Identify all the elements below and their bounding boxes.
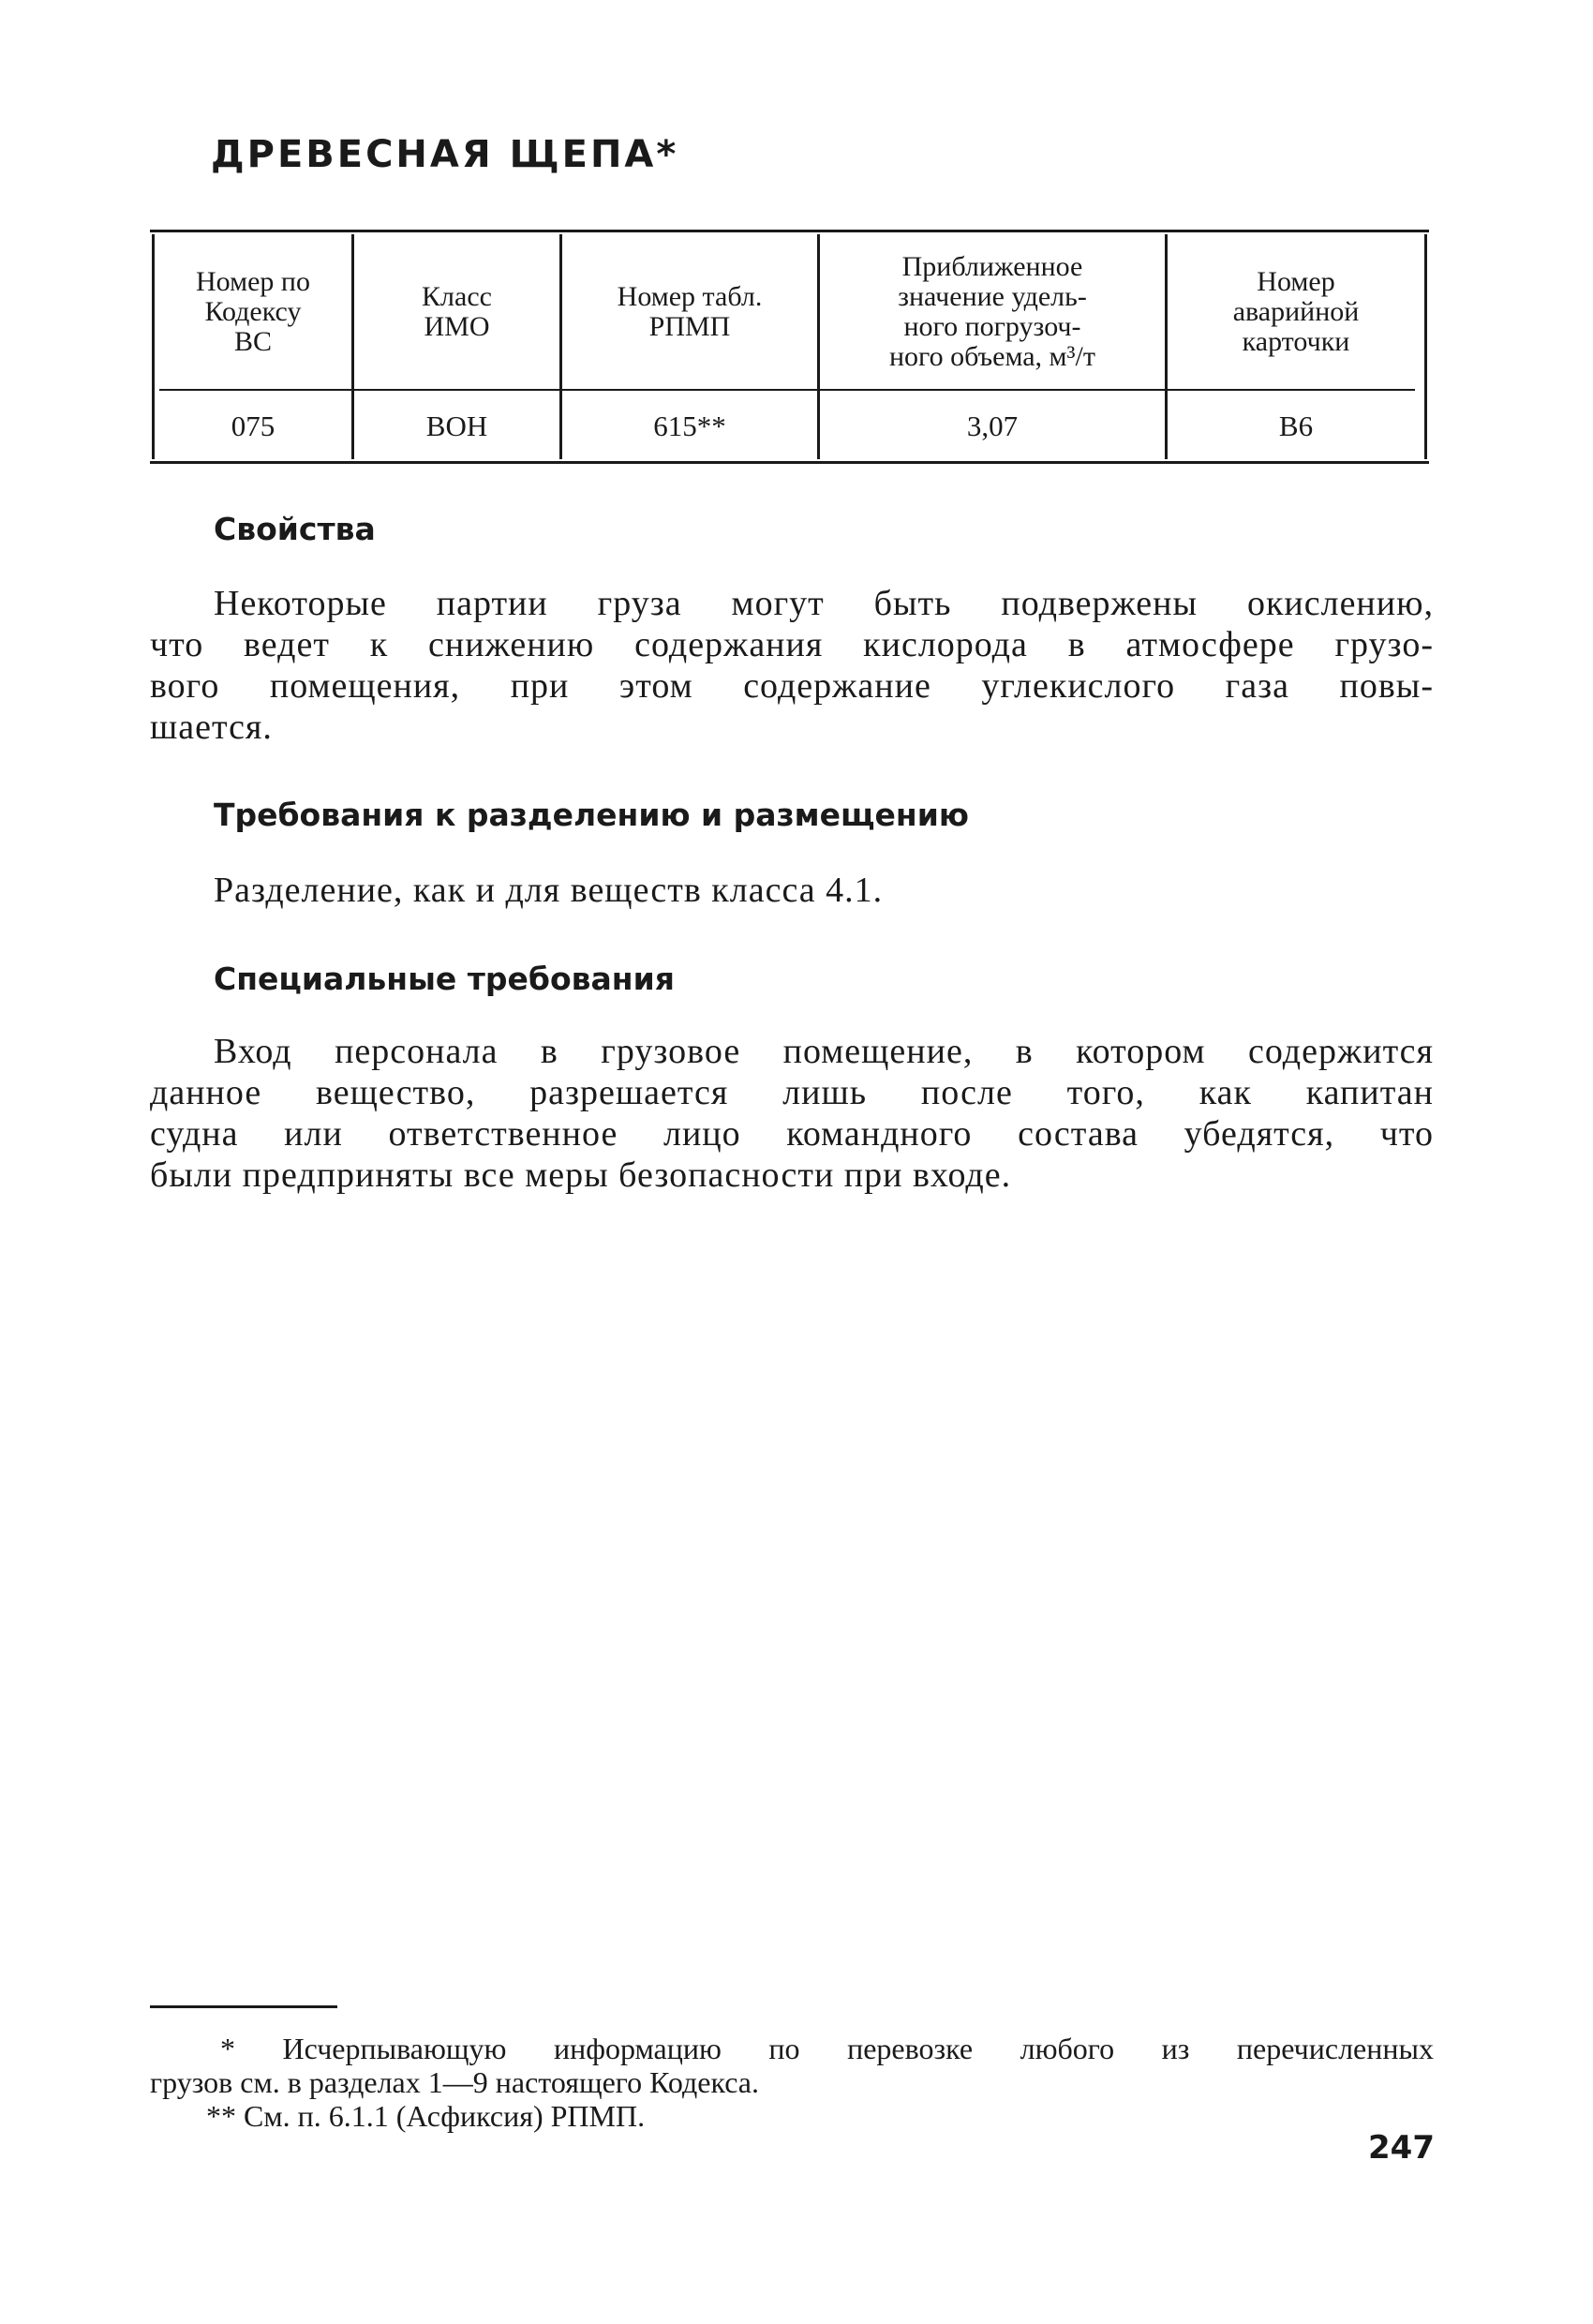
text-line: судна или ответственное лицо командного состава убедятся, что xyxy=(150,1114,1434,1154)
text-line: Вход персонала в грузовое помещение, в котором содержится xyxy=(214,1032,1434,1071)
cargo-table xyxy=(150,230,1429,464)
text-line: Некоторые партии груза могут быть подвержены окислению, xyxy=(214,584,1434,623)
table-top-rule xyxy=(150,230,1429,232)
text-line: шается. xyxy=(150,708,273,747)
cell-imo-class: ВОН xyxy=(425,410,488,442)
section-heading-properties: Свойства xyxy=(214,511,376,547)
page-title: ДРЕВЕСНАЯ ЩЕПА* xyxy=(211,133,679,176)
page-number: 247 xyxy=(1368,2129,1435,2167)
header-stowage-factor: Приближенное значение удель- ного погрузоч- ного объема, м³/т xyxy=(889,250,1095,372)
text-line: вого помещения, при этом содержание углекислого газа повы- xyxy=(150,666,1434,706)
header-code-number: Номер по Кодексу ВС xyxy=(196,265,310,357)
footnotes xyxy=(150,2032,1434,2133)
footnote-line: грузов см. в разделах 1—9 настоящего Кодекса. xyxy=(150,2065,759,2099)
text-line: были предприняты все меры безопасности при входе. xyxy=(150,1155,1012,1195)
table-header-rule xyxy=(159,389,1415,391)
properties-paragraph xyxy=(150,583,1434,748)
footnote-line: ** См. п. 6.1.1 (Асфиксия) РПМП. xyxy=(206,2099,646,2133)
special-paragraph xyxy=(150,1031,1434,1196)
cell-table-number: 615** xyxy=(653,410,726,442)
table-bottom-rule xyxy=(150,461,1429,464)
cell-stowage-factor: 3,07 xyxy=(966,410,1019,442)
segregation-text: Разделение, как и для веществ класса 4.1. xyxy=(214,871,884,910)
footnote-rule xyxy=(150,2005,337,2008)
section-heading-special: Специальные требования xyxy=(214,961,675,997)
text-line: что ведет к снижению содержания кислорода в атмосфере грузо- xyxy=(150,625,1434,664)
header-imo-class: Класс ИМО xyxy=(422,280,492,342)
table-border-right xyxy=(1424,234,1427,459)
header-table-number: Номер табл. РПМП xyxy=(617,280,763,342)
header-emergency-card: Номер аварийной карточки xyxy=(1232,265,1360,357)
text-line: данное вещество, разрешается лишь после того, как капитан xyxy=(150,1073,1434,1112)
footnote-line: * Исчерпывающую информацию по перевозке любого из перечисленных xyxy=(220,2032,1434,2065)
section-heading-segregation: Требования к разделению и размещению xyxy=(214,797,969,833)
cell-code-number: 075 xyxy=(231,410,275,442)
cell-emergency-card: В6 xyxy=(1278,410,1314,442)
